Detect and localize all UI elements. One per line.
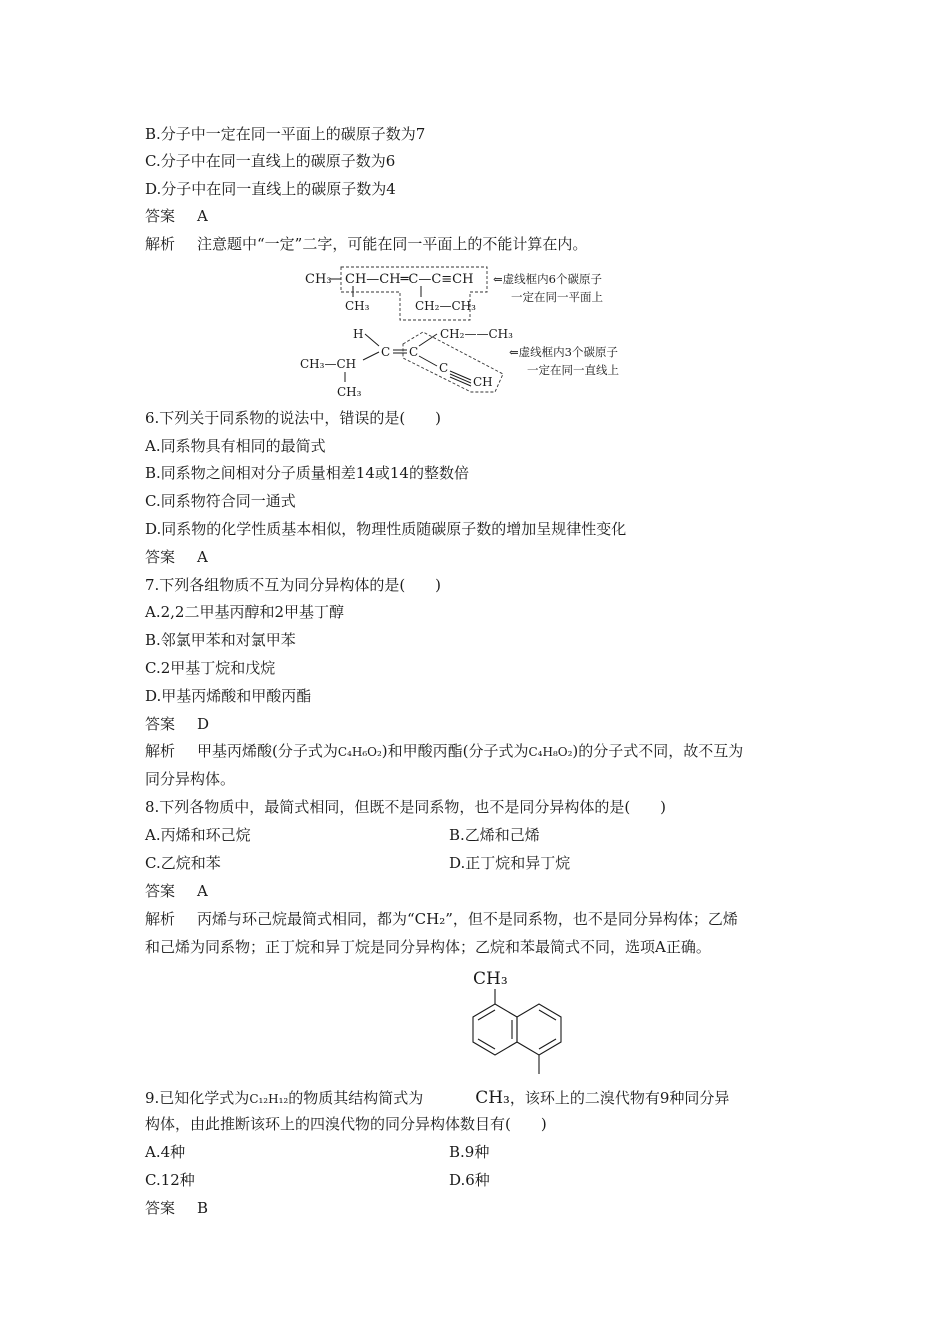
- f2-c2: C: [409, 345, 419, 359]
- double-bond: [478, 1039, 495, 1049]
- stem-text: 9.已知化学式为: [145, 1089, 250, 1107]
- formula: C₁₂H₁₂: [249, 1092, 289, 1106]
- analysis-text: )和甲酸丙酯(分子式为: [381, 742, 529, 760]
- q8-answer: [145, 881, 208, 901]
- q8-option-a: A.丙烯和环己烷: [145, 826, 251, 844]
- q7-option-d: D.甲基丙烯酸和甲酸丙酯: [145, 687, 312, 705]
- f1-ch2-ch3: CH₂—CH₃: [415, 299, 476, 313]
- analysis-text: )的分子式不同，故不互为: [572, 742, 744, 760]
- answer-label: 答案: [145, 882, 176, 900]
- q8-option-b: B.乙烯和己烯: [449, 826, 540, 844]
- answer-value: B: [197, 1199, 209, 1217]
- q6-option-c: C.同系物符合同一通式: [145, 492, 296, 510]
- q8-stem: 8.下列各物质中，最简式相同，但既不是同系物，也不是同分异构体的是( ): [145, 798, 667, 816]
- formula: C₄H₆O₂: [337, 745, 382, 759]
- answer-label: 答案: [145, 548, 176, 566]
- answer-label: 答案: [145, 1199, 176, 1217]
- q6-option-b: B.同系物之间相对分子质量相差14或14的整数倍: [145, 464, 469, 482]
- q6-answer: [145, 547, 208, 567]
- f2-ch3-ch: CH₃—CH: [300, 357, 357, 371]
- stem-text: 的物质其结构简式为: [288, 1089, 424, 1107]
- q7-option-a: A.2,2二甲基丙醇和2甲基丁醇: [145, 603, 345, 621]
- answer-value: A: [197, 207, 208, 225]
- q9-answer: [145, 1198, 208, 1218]
- double-bond: [539, 1039, 556, 1049]
- q5-option-d: D.分子中在同一直线上的碳原子数为4: [145, 180, 396, 198]
- f2-bond-c2-c3: [419, 356, 437, 366]
- analysis-text: 注意题中“一定”二字，可能在同一平面上的不能计算在内。: [197, 235, 588, 253]
- q9-ch3-top: CH₃: [473, 969, 508, 989]
- q7-stem: 7.下列各组物质不互为同分异构体的是( ): [145, 576, 442, 594]
- f2-c3: C: [439, 361, 449, 375]
- q5-option-c: C.分子中在同一直线上的碳原子数为6: [145, 152, 396, 170]
- analysis-label: 解析: [145, 910, 176, 928]
- right-ring: [517, 1004, 561, 1055]
- q9-stem-cont: 构体，由此推断该环上的四溴代物的同分异构体数目有( ): [145, 1115, 547, 1133]
- answer-value: A: [197, 548, 208, 566]
- q5-option-b: B.分子中一定在同一平面上的碳原子数为7: [145, 125, 426, 143]
- f1-note-1: ⇐虚线框内6个碳原子: [493, 272, 602, 286]
- q7-analysis: [145, 741, 743, 762]
- q8-options-row-1: [145, 825, 540, 845]
- f1-ch3-below: CH₃: [345, 299, 370, 313]
- analysis-label: 解析: [145, 235, 176, 253]
- analysis-text: 甲基丙烯酸(分子式为: [197, 742, 338, 760]
- q7-answer: [145, 714, 209, 734]
- double-bond: [539, 1010, 556, 1020]
- f2-bond-up: [419, 334, 437, 346]
- q8-analysis-cont: 和己烯为同系物；正丁烷和异丁烷是同分异构体；乙烷和苯最简式不同，选项A正确。: [145, 938, 711, 956]
- q9-option-b: B.9种: [449, 1143, 490, 1161]
- q8-analysis: [145, 909, 738, 929]
- q9-option-d: D.6种: [449, 1171, 490, 1189]
- q5-answer: [145, 206, 208, 226]
- f2-h: H: [353, 327, 364, 341]
- q7-option-b: B.邻氯甲苯和对氯甲苯: [145, 631, 296, 649]
- q8-option-d: D.正丁烷和异丁烷: [449, 854, 571, 872]
- f2-c1: C: [381, 345, 391, 359]
- q5-structure-figure: [295, 262, 655, 406]
- f2-ch2-ch3: CH₂——CH₃: [440, 327, 513, 341]
- q5-analysis: [145, 234, 587, 254]
- f2-note-1: ⇐虚线框内3个碳原子: [509, 345, 618, 359]
- answer-value: A: [197, 882, 208, 900]
- q6-option-a: A.同系物具有相同的最简式: [145, 437, 326, 455]
- q9-ch3-bottom: CH₃: [475, 1088, 510, 1108]
- q6-stem: 6.下列关于同系物的说法中，错误的是( ): [145, 409, 442, 427]
- formula: C₄H₈O₂: [528, 745, 573, 759]
- answer-value: D: [197, 715, 210, 733]
- q9-options-row-2: [145, 1170, 490, 1190]
- q7-analysis-cont: 同分异构体。: [145, 770, 236, 788]
- analysis-label: 解析: [145, 742, 176, 760]
- stem-text: ，该环上的二溴代物有9种同分异: [509, 1089, 730, 1107]
- f1-chain: CH—CH═C—C≡CH: [345, 272, 474, 287]
- q8-options-row-2: [145, 853, 571, 873]
- q9-options-row-1: [145, 1142, 490, 1162]
- analysis-text: 丙烯与环己烷最简式相同，都为“CH₂”，但不是同系物，也不是同分异构体；乙烯: [197, 910, 738, 928]
- answer-label: 答案: [145, 715, 176, 733]
- left-ring: [473, 1004, 517, 1055]
- f2-note-2: 一定在同一直线上: [527, 363, 619, 377]
- f1-note-2: 一定在同一平面上: [511, 290, 603, 304]
- q9-option-c: C.12种: [145, 1171, 195, 1189]
- answer-label: 答案: [145, 207, 176, 225]
- f2-bond-h: [365, 334, 379, 346]
- double-bond: [478, 1010, 495, 1020]
- q7-option-c: C.2甲基丁烷和戊烷: [145, 659, 276, 677]
- q9-option-a: A.4种: [145, 1143, 186, 1161]
- f1-ch3-left: CH₃: [305, 272, 332, 287]
- q8-option-c: C.乙烷和苯: [145, 854, 221, 872]
- f2-bond-ch: [363, 352, 379, 360]
- f2-ch: CH: [473, 375, 493, 389]
- q9-stem: [145, 1088, 729, 1109]
- q6-option-d: D.同系物的化学性质基本相似，物理性质随碳原子数的增加呈规律性变化: [145, 520, 627, 538]
- f2-ch3-below: CH₃: [337, 385, 362, 399]
